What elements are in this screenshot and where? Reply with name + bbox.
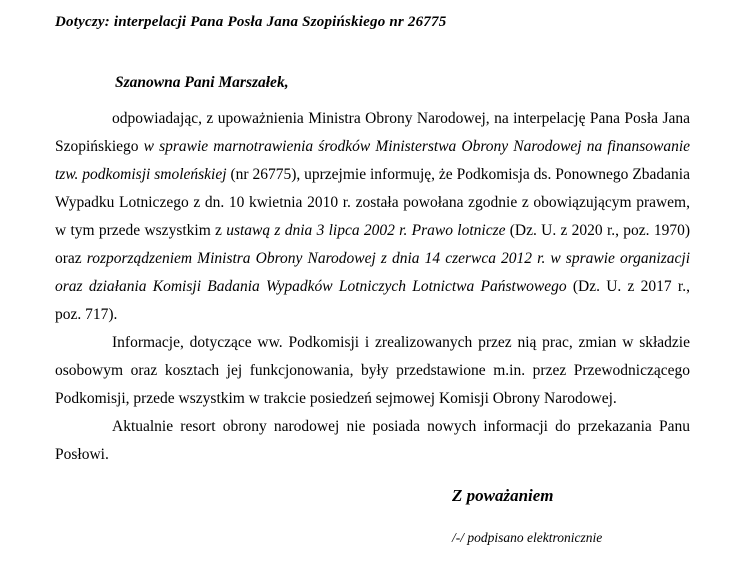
italic-text-segment: ustawą z dnia 3 lipca 2002 r. Prawo lotnicze: [226, 222, 506, 239]
subject-line: Dotyczy: interpelacji Pana Posła Jana Szopińskiego nr 26775: [55, 14, 447, 30]
paragraph: [55, 329, 690, 413]
paragraph: [55, 413, 690, 469]
closing-phrase: Z poważaniem: [452, 486, 554, 505]
salutation: Szanowna Pani Marszałek,: [115, 74, 289, 91]
text-segment: (Dz. U. z 2017 r., poz. 717).: [55, 278, 690, 323]
text-segment: Informacje, dotyczące ww. Podkomisji i zrealizowanych przez nią prac, zmian w składzie osobowym oraz kosztach jej funkcjonowania, były przedstawione m.in. przez Przewodniczącego Podkomisji, przede wszystkim w trakcie posiedzeń sejmowej Komisji Obrony Narodowej.: [55, 334, 690, 407]
text-segment: (nr 26775), uprzejmie informuję, że Podkomisja ds. Ponownego Zbadania Wypadku Lotniczego z dn. 10 kwietnia 2010 r. została powołana zgodnie z obowiązującym prawem, w tym przede wszystkim z: [55, 166, 690, 239]
paragraph: [55, 105, 690, 329]
text-segment: odpowiadając, z upoważnienia Ministra Obrony Narodowej, na interpelację Pana Posła Jana Szopińskiego: [55, 110, 690, 155]
italic-text-segment: rozporządzeniem Ministra Obrony Narodowej z dnia 14 czerwca 2012 r. w sprawie organizacji oraz działania Komisji Badania Wypadków Lotniczych Lotnictwa Państwowego: [55, 250, 691, 295]
body-paragraphs: [55, 105, 690, 469]
electronic-signature-note: /-/ podpisano elektronicznie: [452, 530, 603, 545]
italic-text-segment: w sprawie marnotrawienia środków Ministerstwa Obrony Narodowej na finansowanie tzw. podkomisji smoleńskiej: [55, 138, 690, 183]
text-segment: Aktualnie resort obrony narodowej nie posiada nowych informacji do przekazania Panu Posłowi.: [55, 418, 690, 463]
text-segment: (Dz. U. z 2020 r., poz. 1970) oraz: [55, 222, 691, 267]
